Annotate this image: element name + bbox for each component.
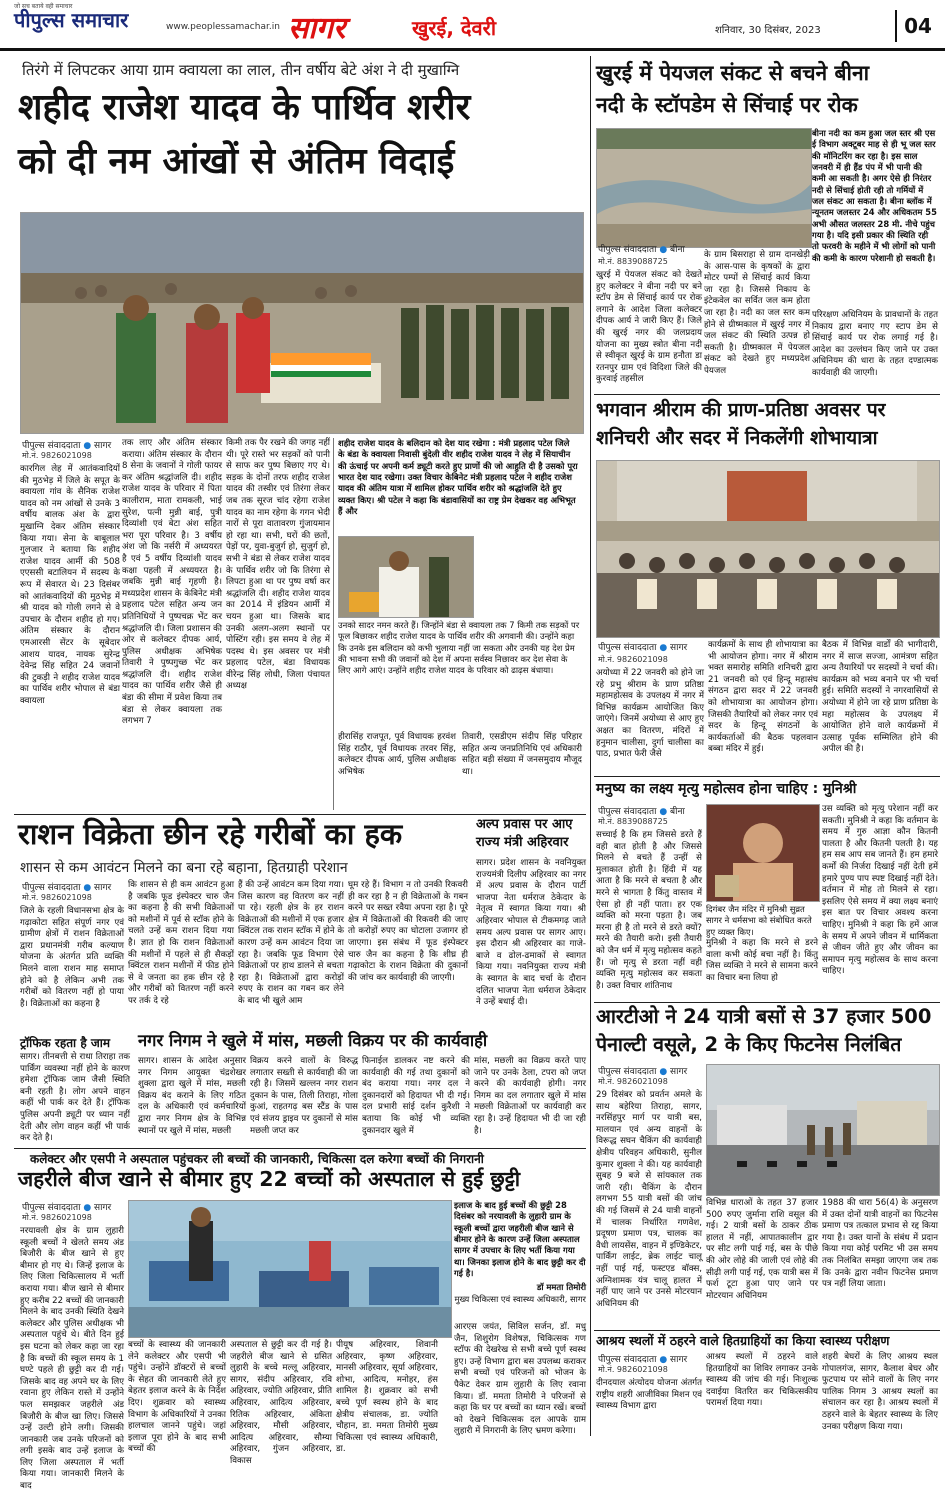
rule: [333, 438, 334, 810]
rto-col1: 29 दिसंबर को प्रवर्तन अमले के साथ बहेरिया तिराहा, सागर, नरसिंहपुर मार्ग पर यात्री बस, मालयान एवं अन्य वाहनों के विरूद्ध सघन चैकिंग की कार्यवाही क्षेत्रीय परिवहन अधिकारी, सुनील कुमार शुक्ला ने की। यह कार्यवाही सुबह 9 बजे से सांयकाल तक जारी रही। चैकिंग के दौरान लगभग 55 यात्री बसों की जांच की गई जिसमें से 24 यात्री वाहनों में चालक निर्धारित गणवेश, प्रदूषण प्रमाण पत्र, चालक का वैधी लायसेंस, वाहन में इण्डिकेटर, पार्किंग लाईट, ब्रेक लाईट चालू नहीं पाई गई, फस्टएड बॉक्स, अग्निशामक यंत्र चालू हालत में नहीं पाए जाने पर उनसे मोटरयान अधिनियम की: [596, 1090, 702, 1309]
byline-place: सागर: [670, 1067, 688, 1077]
ration-col4: घूम रहे हैं। विभाग न तो उनकी रिकवरी ही कर रहा है न ही विक्रेताओं के गबन करने पर सख्त रवैया अपना रहा है। पूरे क्षेत्र में विक्रेताओं की रिकवरी की जाए तो करोड़ों रुपए का घोटाला उजागर हो जाएगा। इस संबंध में फूड इंस्पेक्टर चारु जैन का कहना है कि शीघ्र ही गढ़ाकोटा के राशन विक्रेता की दुकानों की जांच कर कार्यवाही की जाएगी।: [348, 880, 468, 983]
khurai-col2: के ग्राम बिसराहा से ग्राम दानखेड़ी के आस-पास के कृषकों के द्वारा मोटर पम्पों से सिंचाई कार्य किया जा रहा है। जिससे निकाय के इंटेकवेल का सर्वित जल कम होता जा रहा है। नदी का जल स्तर कम होने से ग्रीष्मकाल में खुरई नगर में जल संकट की स्थिति उत्पन्न हो सकती है। ग्रीष्मकाल में पेयजल संकट को देखते हुए मध्यप्रदेश पेयजल: [704, 250, 810, 376]
khurai-headline-1: खुरई में पेयजल संकट से बचने बीना: [596, 61, 870, 85]
khurai-byline: [598, 242, 685, 255]
byline-dot: ●: [659, 643, 668, 653]
byline-name: पीपुल्स संवाददाता: [598, 807, 657, 817]
minister-headline-1: अल्प प्रवास पर आए: [476, 817, 573, 832]
shobha-col3: बैठक में विभिन्न वार्डों की भागीदारी, नगर में साज सज्जा, आमंत्रण सहित अन्य तैयारियों पर सदस्यों ने चर्चा की। कार्यक्रम को भव्य बनाने पर भी चर्चा हुई। समिति सदस्यों ने नगरवासियों से अयोध्या में होने जा रहे प्राण प्रतिष्ठा के महा महोत्सव के उपलक्ष्य में आयोजित होने वाले कार्यक्रमों में उत्साह पूर्वक सम्मिलित होने की अपील की है।: [822, 640, 938, 755]
shobha-byline: [598, 640, 687, 653]
lead-col1: कारगिल लेह में आतंकवादियों की मुठभेड़ में जिले के सपूत के क्वायला गांव के सैनिक राजेश यादव को नम आंखों से उनके 3 वर्षीय बालक अंश के द्वारा मुखाग्नि देकर अंतिम संस्कार किया गया। सेना के बाबूलाल गुलजार ने बताया कि शहीद राजेश यादव आर्मी की 508 एएससी बटालियन में सदस्य के रूप में सेवारत थे। 23 दिसंबर को आतंकवादियों की मुठभेड़ में श्री यादव को गोली लगने से वे उपचार के दौरान शहीद हो गए। अंतिम संस्कार के दौरान एमआरसी सेंटर के सूबेदार आशय यादव, नायक सुरेन्द्र देवेन्द्र सिंह सहित 24 जवानों की टुकड़ी ने शहीद राजेश यादव का पार्थिव शरीर भोपाल से बंडा क्वायला: [20, 464, 120, 706]
ration-mobile: मो.नं. 9826021098: [22, 893, 92, 902]
muni-col1: सच्चाई है कि हम जिससे डरते हैं वही बात होती है और जिससे मिलने से बचते हैं उन्हीं से मुलाकात होती है। हिंदी में यह आता है कि मरने से बचता है और मरने से भागता है किंतु वास्तव में ऐसा हो ही नहीं पाता। हर एक व्यक्ति को मरना पड़ता है। जब मरना ही है तो मरने से डरते क्यों? मरने की तैयारी करो। इसी तैयारी को जैन धर्म में मृत्यु महोत्सव कहते हैं। जो मृत्यु से डरता नहीं वही व्यक्ति मृत्यु महोत्सव कर सकता है। उक्त विचार शांतिनाथ: [596, 830, 702, 991]
byline-name: पीपुल्स संवाददाता: [22, 441, 81, 451]
byline-dot: ●: [83, 883, 92, 893]
edition-subcities: खुरई, देवरी: [412, 16, 497, 40]
lead-col2: तक लाए और अंतिम संस्कार कराया। अंतिम संस्कार के दौरान 8 सेना के जवानों ने गोली फायर कर अंतिम श्रद्धांजलि दी। शहीद राजेश यादव के परिवार में पिता कालीराम, माता रामकली, भाई सुरेश, पत्नी मुन्नी बाई, पुत्री दिव्यांशी एवं बेटा अंश सहित भरा पूरा परिवार है। 3 वर्षीय अंश जो कि नर्सरी में अध्ययरत है एवं 5 वर्षीय दिव्यांशी यादव कक्षा पहली में अध्ययरत है। जबकि मुन्नी बाई गृहणी है। मध्यप्रदेश शासन के केबिनेट मंत्री प्रहलाद पटेल सहित अन्य जन प्रतिनिधियों ने पुष्पचक्र भेंट कर श्रद्धांजलि दी। जिला प्रशासन की ओर से कलेक्टर दीपक आर्य, पुलिस अधीक्षक अभिषेक तिवारी ने पुष्पगुच्छ भेंट कर श्रद्धांजलि दी। शहीद राजेश यादव का पार्थिव शरीर जैसे ही बंडा की सीमा में प्रवेश किया तब बंडा से लेकर क्वायला तक लगभग 7: [122, 438, 222, 727]
seeds-sign-name: डॉ ममता तिमोरी: [536, 1282, 586, 1292]
tagline: जो सच बताये वही समाचार: [14, 3, 73, 10]
byline-name: पीपुल्स संवाददाता: [22, 1203, 81, 1213]
ration-col3: हैं की उन्हें आवंटन कम दिया गया। जिस कारण वह वितरण कर नहीं पा रहे। रहली क्षेत्र के हर राशन विक्रेताओं की मशीनों में एक हजार क्विंटल तक राशन स्टॉक में होने के कारण उन्हें कम आवंटन दिया जा रहा है। जबकि फूड विभाग ऐसे विक्रेताओं पर हाथ डालने से बचता रहा है। विक्रेताओं द्वारा करोड़ों रुपए के राशन का गबन कर लेने के बाद भी खुले आम: [238, 880, 344, 1006]
rto-headline-2: पेनाल्टी वसूले, 2 के किए फिटनेस निलंबित: [596, 1033, 902, 1056]
lead-tail-2: तिवारी, एसडीएम संदीप सिंह परिहार सहित अन्य जनप्रतिनिधि एवं अधिकारी सहित बड़ी संख्या में जनसमुदाय मौजूद था।: [462, 732, 582, 777]
muni-mobile: मो.नं. 8839088725: [598, 817, 668, 826]
ration-col1: जिले के रहली विधानसभा क्षेत्र के गढ़ाकोटा सहित संपूर्ण नगर एवं ग्रामीण क्षेत्रों में राशन विक्रेताओं द्वारा प्रधानमंत्री गरीब कल्याण योजना के अंतर्गत प्रति व्यक्ति मिलने वाला राशन माह समाप्त होने को है लेकिन अभी तक गरीबों को वितरण नहीं हो पाया है। विक्रेताओं का कहना है: [20, 906, 124, 1009]
photo-funeral-graphic: [21, 213, 583, 433]
seeds-col2: बच्चों के स्वास्थ्य की जानकारी लेने कलेक्टर और एसपी भी पहुंचे। उन्होंने डॉक्टरों से बच्चों के सेहत की जानकारी लेते हुए बेहतर इलाज करने के के निर्देश दिए। शुक्रवार को स्वास्थ्य विभाग के अधिकारियों ने उनका हालचाल जानने पहुंचे। जहां इलाज पूरा होने के बाद सभी बच्चों की: [128, 1340, 226, 1455]
rto-headline-1: आरटीओ ने 24 यात्री बसों से 37 हजार 500: [596, 1005, 932, 1028]
seeds-mobile: मो.नं. 9826021098: [22, 1213, 92, 1222]
shobha-col1: अयोध्या में 22 जनवरी को होने जा रहे प्रभु श्रीराम के प्राण प्रतिष्ठा महामहोत्सव के उपलक्ष्य में नगर में विभिन्न कार्यक्रम आयोजित किए जाएंगे। जिनमें अयोध्या से आए हुए अक्षत का वितरण, मंदिरों में हनुमान चालीसा, दुर्गा चालीसा का पाठ, प्रभात फेरी जैसे: [596, 668, 704, 760]
rto-mobile: मो.नं. 9826021098: [598, 1077, 668, 1086]
photo-ceremony-graphic: [597, 461, 939, 637]
byline-dot: ●: [659, 1355, 668, 1365]
nagar-headline: नगर निगम ने खुले में मांस, मछली विक्रय पर की कार्यवाही: [138, 1031, 488, 1050]
nagar-col3: फिनाईल डालकर नष्ट करने की कार्यवाही की गई तथा दुकानों को बंद कराया गया। नगर दल ने दुकानदारों को हिदायत भी दी गई। दल प्रभारी सांई दर्शन कुरैशी ने बताया कि कोई भी व्यक्ति दुकानदार खुले में: [362, 1056, 470, 1136]
lead-col3: किमी तक पैर रखने की जगह नहीं थी। पूरे रास्ते भर सड़कों को पानी से साफ कर पुष्प बिछाए गए थे। सड़क के दोनों तरफ शहीद राजेश यादव की तस्वीर एवं तिरंगा लेकर जब तक सूरज चांद रहेगा राजेश यादव का नाम रहेगा के गगन भेदी नारों से पूरा वातावरण गुंजायमान हो रहा था। सभी, घरों की छतों, पेड़ों पर, युवा-बुजुर्ग हो, सुजुर्ग हो, सभी ने बंडा से लेकर राजेश यादव के पार्थिव शरीर जो कि तिरंगा से लिपटा हुआ था पर पुष्प वर्षा कर श्रद्धांजलि दी। शहीद राजेश यादव का 2014 में इंडियन आर्मी में चयन हुआ था। जिसके बाद उनकी अलग-अलग स्थानों पर पोस्टिंग रही। इस समय वे लेह में पदस्थ थे। इस अवसर पर मंत्री प्रहलाद पटेल, बंडा विधायक वीरेन्द्र सिंह लोधी, जिला पंचायत अध्यक्ष: [226, 438, 330, 692]
byline-place: सागर: [94, 1203, 112, 1213]
shobha-col2: कार्यक्रमों के साथ ही शोभायात्रा का भी आयोजन होगा। नगर में श्रीराम भक्त समारोह समिति शनिचरी द्वारा 21 जनवरी को एवं हिन्दू महासंघ संगठन द्वारा सदर में 22 जनवरी को शोभायात्रा का आयोजन होगा। जिसकी तैयारियों को लेकर नगर एवं सदर के हिन्दू संगठनों के कार्यकर्ताओं की बैठक पहलवान बब्बा मंदिर में हुई।: [708, 640, 818, 755]
health-banner: कलेक्टर और एसपी ने अस्पताल पहुंचकर ली बच्चों की जानकारी, चिकित्सा दल करेगा बच्चों की निगरानी: [30, 1152, 484, 1166]
byline-name: पीपुल्स संवाददाता: [598, 1355, 657, 1365]
photo-buses: [706, 1064, 940, 1196]
photo-buses-graphic: [707, 1065, 939, 1195]
edition-city: सागर: [288, 11, 346, 46]
shobha-headline-2: शनिचरी और सदर में निकलेंगी शोभायात्रा: [596, 427, 878, 449]
ashram-col1: दीनदयाल अंत्योदय योजना अंतर्गत राष्ट्रीय शहरी आजीविका मिशन एवं स्वास्थ्य विभाग द्वारा: [596, 1378, 702, 1412]
byline-name: पीपुल्स संवाददाता: [598, 245, 657, 255]
byline-place: बीना: [670, 245, 685, 255]
rule: [594, 1330, 940, 1331]
rto-col2: विभिन्न धाराओं के तहत 37 हजार 500 रुपए जुर्माना राशि वसूल की गई। 2 यात्री बसों के ठाकर ठीक हालत में नहीं, आपातकालीन द्वार पर सीट लगी पाई गई, बस के पीछे की ओर लोहे की जाली एवं लोहे की सीढ़ी लगी पाई गई, एक यात्री बस में फर्श टूटा हुआ पाए जाने पर मोटरयान अधिनियम: [706, 1198, 818, 1301]
byline-place: सागर: [94, 441, 112, 451]
photo-hospital-graphic: [129, 1201, 451, 1337]
byline-dot: ●: [659, 1067, 668, 1077]
traffic-title: ट्रॉफिक रहता है जाम: [20, 1036, 111, 1050]
byline-place: सागर: [670, 1355, 688, 1365]
nagar-col1: सागर। शासन के आदेश अनुसार नगर निगम आयुक्त चंद्रशेखर शुक्ला द्वारा खुले में मांस, मछली विक्रय बंद कराने के लिए गठित दल के अधिकारी एवं कर्मचारियों द्वारा नगर निगम क्षेत्र के विभिन्न स्थानों पर खुले में मांस, मछली: [138, 1056, 246, 1136]
lead-tail-1: हीरासिंह राजपूत, पूर्व विधायक हरवंश सिंह राठौर, पूर्व विधायक तरवर सिंह, कलेक्टर दीपक आर्य, पुलिस अधीक्षक अभिषेक: [338, 732, 456, 777]
photo-minister-graphic: [339, 537, 473, 617]
byline-dot: ●: [659, 807, 668, 817]
rto-col3: 1988 की धारा 56(4) के अनुसरण में उक्त दोनों यात्री वाहनों का फिटनेस प्रमाण पत्र तत्काल प्रभाव से रद्द किया गया है। उक्त यानों के संबंध में प्रदान किया गया कोई परमिट भी उस समय तक निलंबित समझा जाएगा जब तक कि उनके द्वारा नवीन फिटनेस प्रमाण पत्र नहीं लिया जाता।: [822, 1198, 938, 1290]
photo-ceremony: [596, 460, 940, 638]
seeds-col1: नरयावली क्षेत्र के ग्राम लुहारी स्कूली बच्चों ने खेलते समय अंड बिजौरी के बीज खाने से हुए बीमार हो गए थे। जिन्हें इलाज के लिए जिला चिकित्सालय में भर्ती कराया गया। बीज खाने से बीमार हुए करीब 22 बच्चों की जानकारी मिलने के बाद उनकी स्थिति देखने कलेक्टर और पुलिस अधीक्षक भी अस्पताल पहुंचे थे। बीते दिन हुई इस घटना को लेकर कहा जा रहा है कि बच्चों की स्कूल समय के 1 घण्टे पहले ही छुट्टी कर दी गई। जिसके बाद वह अपने घर के लिए रवाना हुए लेकिन रास्ते में उन्होंने फल समझकर जहरीले अंड बिजौरी के बीज खा लिए। जिससे उन्हें उल्टी होने लगी। जिसकी जानकारी जब उनके परिजनों को लगी इसके बाद उन्हें इलाज के लिए जिला अस्पताल में भर्ती किया गया। जानकारी मिलने के बाद: [20, 1226, 124, 1492]
minister-headline-2: राज्य मंत्री अहिरवार: [476, 835, 569, 850]
ration-sub: शासन से कम आवंटन मिलने का बना रहे बहाना, हितग्राही परेशान: [20, 860, 348, 876]
minister-text: सागर। प्रदेश शासन के नवनियुक्त राज्यमंत्री दिलीप अहिरवार का नगर में अल्प प्रवास के दौरान पार्टी भाजपा नेता धर्मराज ठेकेदार के नेतृत्व में स्वागत किया गया। श्री अहिरवार भोपाल से टीकमगढ़ जाते समय अल्प प्रवास पर सागर आए। इस दौरान श्री अहिरवार का गाजे-बाजे व ढोल-ढमाकों से स्वागत किया गया। नवनियुक्त राज्य मंत्री के स्वागत के बाद चर्चा के दौरान दलित भाजपा नेता धर्मराज ठेकेदार ने उन्हें बधाई दी।: [476, 858, 586, 1008]
shobha-headline-1: भगवान श्रीराम की प्राण-प्रतिष्ठा अवसर पर: [596, 399, 886, 421]
byline-name: पीपुल्स संवाददाता: [22, 883, 81, 893]
photo-funeral: [20, 212, 584, 434]
ashram-col3: शहरी बेघरों के लिए आश्रय स्थल गोपालगंज, सागर, कैलाश बेघर और फुटपाथ पर सोने वालों के लिए नगर पालिक निगम 3 आश्रय स्थलों का संचालन कर रहा है। आश्रय स्थलों में ठहरने वाले के बेहतर स्वास्थ्य के लिए उनका परीक्षण किया गया।: [822, 1352, 938, 1432]
khurai-side-text: बीना नदी का कम हुआ जल स्तर श्री एस ई विभाग अक्टूबर माह से ही भू जल स्तर की मॉनिटरिंग कर रहा है। इस साल जनवरी में ही हैंड पंप में भी पानी की कमी आ सकती है। अगर ऐसे ही निरंतर नदी से सिंचाई होती रही तो गर्मियों में जल संकट आ सकता है। बीना ब्लॉक में न्यूनतम जलस्तर 24 और अधिकतम 55 अभी औसत जलस्तर 28 मी. नीचे पहुंच गया है। यदि इसी प्रकार की स्थिति रही तो फरवरी के महीने में भी लोगों को पानी की कमी के कारण परेशानी हो सकती है।: [812, 128, 937, 263]
seeds-headline: जहरीले बीज खाने से बीमार हुए 22 बच्चों को अस्पताल से हुई छुट्टी: [18, 1167, 521, 1191]
ration-headline: राशन विक्रेता छीन रहे गरीबों का हक: [18, 817, 403, 851]
rule: [594, 1002, 940, 1003]
byline-place: सागर: [94, 883, 112, 893]
byline-name: पीपुल्स संवाददाता: [598, 643, 657, 653]
khurai-mobile: मो.नं. 8839088725: [598, 257, 668, 266]
muni-caption: दिगंबर जैन मंदिर में मुनिश्री सुव्रत सागर ने धर्मसभा को संबोधित करते हुए व्यक्त किए।: [706, 904, 812, 937]
khurai-headline-2: नदी के स्टॉपडेम से सिंचाई पर रोक: [596, 93, 858, 117]
seeds-inset: इलाज के बाद हुई बच्चों की छुट्टी 28 दिसंबर को नरयावली के लुहारी ग्राम के स्कूली बच्चों द्वारा जहरीली बीज खाने से बीमार होने के कारण उन्हें जिला अस्पताल सागर में उपचार के लिए भर्ती किया गया था। जिनका इलाज होने के बाद छुट्टी कर दी गई है।: [454, 1200, 586, 1279]
dateline: शनिवार, 30 दिसंबर, 2023: [715, 25, 821, 36]
traffic-text: सागर। तीनबत्ती से राधा तिराहा तक पार्किंग व्यवस्था नहीं होने के कारण हमेशा ट्रॉफिक जाम जैसी स्थिति बनी रहती है। लोग अपने वाहन कहीं भी पार्क कर देते हैं। ट्रॉफिक पुलिस अपनी ड्यूटी पर ध्यान नहीं देती और लोग वाहन कहीं भी पार्क कर देते है।: [20, 1052, 130, 1144]
byline-dot: ●: [83, 441, 92, 451]
byline-name: पीपुल्स संवाददाता: [598, 1067, 657, 1077]
rule: [594, 776, 940, 777]
column-rule: [590, 56, 591, 1436]
lead-inset-text: उनको सादर नमन करते हैं। जिन्होंने बंडा से क्वायला तक 7 किमी तक सड़कों पर फूल बिछाकर शहीद राजेश यादव के पार्थिव शरीर की अगवानी की। उन्होंने कहा कि उनके इस बलिदान को कभी भुलाया नहीं जा सकता और उनकी यह देश प्रेम की भावना सभी की जवानों को देश में अपना सर्वस्व निछावर कर देश सेवा के लिए आगे आएं। उन्होंने शहीद राजेश यादव के परिवार को ढाढ़स बंधाया।: [338, 620, 580, 676]
lead-headline-1: शहीद राजेश यादव के पार्थिव शरीर: [18, 87, 471, 128]
seeds-col3: अस्पताल से छुट्टी कर दी गई है। जहरीले बीज खाने से ग्रसित लुहारी के बच्चे मल्लू अहिरवार, सागर, संदीप अहिरवार, रवि अहिरवार, ज्योति अहिरवार, प्रीति अहिरवार, आदित्य अहिरवार, रितिक अहिरवार, अंकिता अहिरवार, मौसी अहिरवार, आदित्य अहिरवार, सौम्या अहिरवार, गुंजन अहिरवार, विकास: [230, 1340, 332, 1466]
seeds-col4: पीयूष अहिरवार, शिवानी अहिरवार, कृष्ण अहिरवार, मानसी अहिरवार, सूर्या अहिरवार, शोभा, आदित्य, मनोहर, हंस शामिल है। शुक्रवार को सभी बच्चे पूर्ण स्वस्थ होने के बाद क्षेत्रीय संचालक, डा. ज्योति चौहान, डा. ममता तिमोरी मुख्य चिकित्सा एवं स्वास्थ्य अधिकारी, डा.: [336, 1340, 438, 1455]
page-number: 04: [895, 10, 939, 42]
seeds-sign-title: मुख्य चिकित्सा एवं स्वास्थ्य अधिकारी, सागर: [454, 1294, 586, 1304]
ashram-headline: आश्रय स्थलों में ठहरने वाले हितग्राहियों का किया स्वास्थ्य परीक्षण: [596, 1333, 890, 1348]
khurai-col1: खुरई में पेयजल संकट को देखते हुए कलेक्टर ने बीना नदी पर बने स्टॉप डेम से सिंचाई कार्य पर रोक लगाने के आदेश जिला कलेक्टर दीपक आर्य ने जारी किए हैं। जिले की खुरई नगर की जलप्रदाय योजना का मुख्य स्त्रोत बीना नदी से स्वीकृत खुरई के ग्राम हनौता डा रतनपुर ग्राम एवं विदिशा जिले की कुरवाई तहसील: [596, 270, 702, 385]
photo-monk: [706, 804, 820, 902]
photo-river-graphic: [597, 129, 811, 247]
byline-place: बीना: [670, 807, 685, 817]
rule: [594, 394, 940, 395]
ashram-mobile: मो.नं. 9826021098: [598, 1365, 668, 1374]
nagar-col4: मांस, मछली का विक्रय करते पाए जाने पर उनके ठेला, टपरा को जप्त करने की कार्यवाही होगी। नगर निगम का दल लगातार खुले में मांस मछली विक्रेताओं पर कार्यवाही कर रहा है। उन्हें हिदायत भी दी जा रही है।: [474, 1056, 586, 1136]
shobha-mobile: मो.नं. 9826021098: [598, 655, 668, 664]
photo-monk-graphic: [707, 805, 819, 901]
photo-river: [596, 128, 812, 248]
lead-mobile: मो.नं. 9826021098: [22, 451, 92, 460]
byline-place: सागर: [670, 643, 688, 653]
khurai-tail: परिरक्षण अधिनियम के प्रावधानों के तहत निकाय द्वारा बनाए गए स्टाप डेम से सिंचाई कार्य पर रोक लगाई गई है। आदेश का उल्लंघन किए जाने पर उक्त अधिनियम की धारा के तहत दण्डात्मक कार्यवाही की जाएगी।: [812, 310, 938, 378]
muni-col3: उस व्यक्ति को मृत्यु परेशान नहीं कर सकती। मुनिश्री ने कहा कि वर्तमान के समय में गुरु आज्ञा कौन कितनी पालता है और कितनी पलती है। यह हम सब आप सब जानते हैं। हम हमारे कर्मों की निर्जरा दिखाई नहीं देती हमें हमारे पुण्य पाप स्पष्ट दिखाई नहीं देते। वर्तमान में मोह तो मिलने से रहा। इसलिए ऐसे समय में क्या लक्ष्य बनाएं इस बात पर विचार अवश्य करना चाहिए। मुनिश्री ने कहा कि हमें आज के समय में अपने जीवन में धार्मिकता से जीवन जीते हुए और जीवन का समापन मृत्यु महोत्सव के साथ करना चाहिए।: [822, 804, 938, 977]
website: www.peoplessamachar.in: [166, 22, 280, 32]
nagar-col2: विक्रय करने वालों के विरुद्ध लगातार सख्ती से कार्यवाही की जा रही है। जिसमें खल्लन नगर राशन दुकान के पास, तिली तिराहा, गोला कुआं, राहतगढ़ बस स्टैंड के पास एवं संजय ड्राइव पर दुकानों से मांस मछली जप्त कर: [250, 1056, 358, 1136]
newspaper-logo: पीपुल्स समाचार: [14, 8, 129, 32]
rule: [14, 1148, 586, 1149]
photo-hospital: [128, 1200, 452, 1338]
lead-inset-caption: शहीद राजेश यादव के बलिदान को देश याद रखेगा : मंत्री प्रहलाद पटेल जिले के बंडा के क्वायला निवासी बुंदेली वीर शहीद राजेश यादव ने लेह में सियाचीन की ऊंचाई पर अपनी कर्म ड्यूटी करते हुए प्राणों की जो आहुति दी है उसको पूरा भारत देश याद रखेगा। उक्त विचार केबिनेट मंत्री प्रहलाद पटेल ने शहीद राजेश यादव की अंतिम यात्रा में शामिल होकर पार्थिव शरीर को श्रद्धांजलि देते हुए व्यक्त किए। श्री पटेल ने कहा कि बंडावासियों का राष्ट्र प्रेम देखकर वह अभिभूत हैं और: [338, 438, 578, 517]
muni-col2: मुनिश्री ने कहा कि मरने से डरने वाला कभी कोई बचा नहीं है। किंतु जिस व्यक्ति ने मरने से सामना करने का विचार बना लिया हो: [706, 938, 818, 983]
ashram-col2: आश्रय स्थलों में ठहरने वाले हितग्राहियों का शिविर लगाकर उनके स्वास्थ्य की जांच की गई। निःशुल्क दवाईया वितरित कर चिकित्सकीय परामर्श दिया गया।: [706, 1352, 818, 1409]
byline-dot: ●: [83, 1203, 92, 1213]
byline-dot: ●: [659, 245, 668, 255]
ration-col2: कि शासन से ही कम आवंटन हुआ है जबकि फूड इंस्पेक्टर चारु जैन का कहना है की सभी विक्रेताओं को मशीनों में पूर्व से स्टॉक होने के चलते उन्हें कम राशन दिया गया है। ज्ञात हो कि राशन विक्रेताओं की मशीनों में पहले से ही सैकड़ों क्विंटल राशन मशीनों में फीड होने से वे जनता का हक छीन रहे है और गरीबों को वितरण नहीं करने पर तर्क दे रहे: [128, 880, 234, 1006]
muni-headline: मनुष्य का लक्ष्य मृत्यु महोत्सव होना चाहिए : मुनिश्री: [596, 781, 857, 797]
photo-minister: [338, 536, 474, 618]
lead-kicker: तिरंगे में लिपटकर आया ग्राम क्वायला का लाल, तीन वर्षीय बेटे अंश ने दी मुखाग्नि: [22, 61, 460, 79]
seeds-col5: आरएस जयंत, सिविल सर्जन, डॉ. मधु जैन, शिशुरोग विशेषज्ञ, चिकित्सक गण स्टॉफ की देखरेख से सभी बच्चे पूर्ण स्वस्थ हुए। उन्हें विभाग द्वारा बस उपलब्ध कराकर सभी बच्चों एवं परिजनों को भोजन के पैकेट देकर ग्राम लुहारी के लिए रवाना किया। डॉ. ममता तिमोरी ने परिजनों से कहा कि घर पर बच्चों का ध्यान रखें। बच्चों को देखने चिकित्सक दल आपके ग्राम लुहारी में निगरानी के लिए भ्रमण करेगा।: [454, 1322, 586, 1437]
lead-headline-2: को दी नम आंखों से अंतिम विदाई: [18, 141, 455, 182]
rule: [14, 814, 586, 815]
